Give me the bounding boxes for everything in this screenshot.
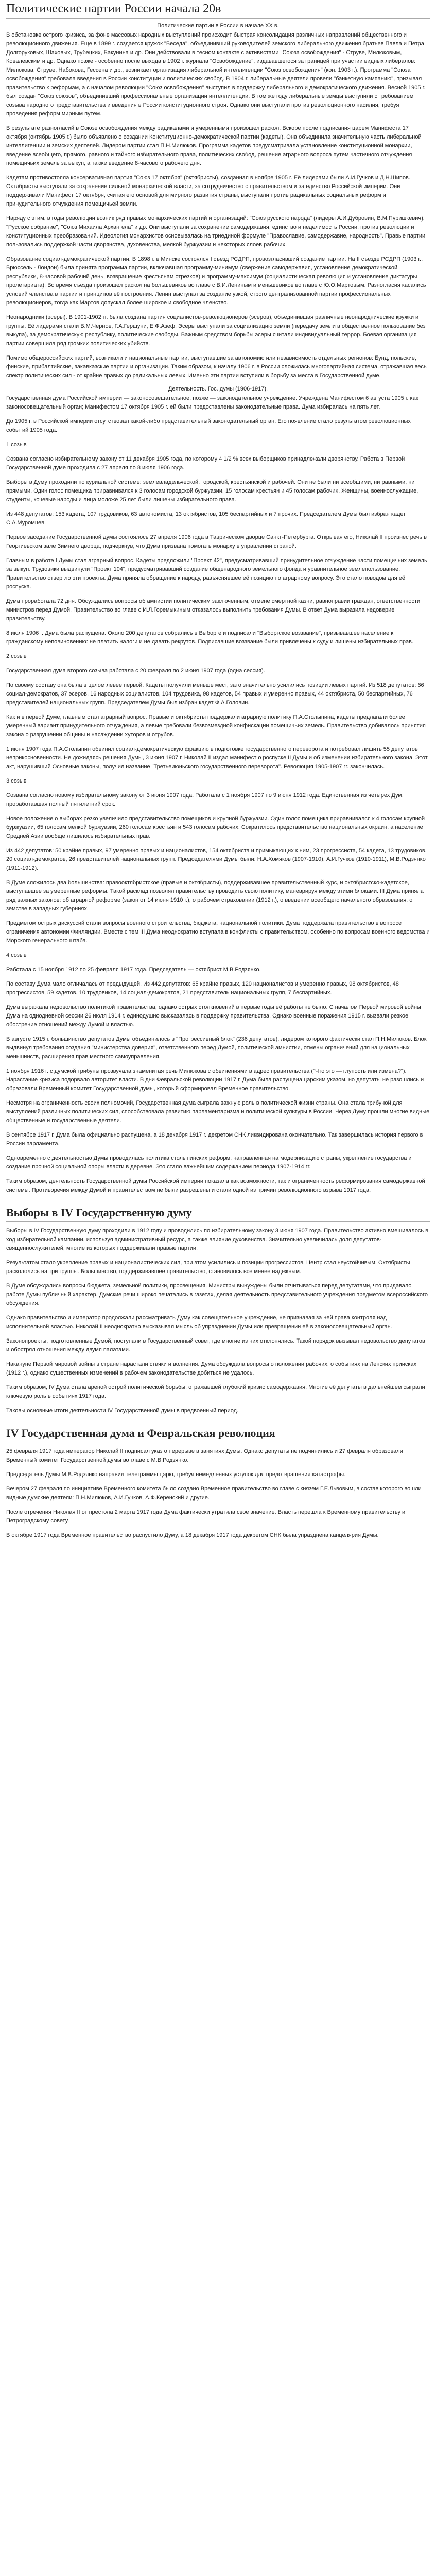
paragraph: В сентябре 1917 г. Дума была официально распущена, а 18 декабря 1917 г. декретом СНК ликвидирована окончательно. Так завершилась история первого в России парламента. (6, 1132, 423, 1147)
part4-body (6, 1447, 430, 1540)
paragraph: Вечером 27 февраля по инициативе Временного комитета было создано Временное правительство во главе с князем Г.Е.Львовым, в состав которого вошли видные думские деятели: П.Н.Милюков, А.И.Гучков, А.Ф.Керенский и другие. (6, 1486, 422, 1501)
subtitle-activity: Деятельность. Гос. думы (1906-1917). (168, 386, 268, 392)
convocation-label: 4 созыв (6, 952, 27, 958)
paragraph: В Думе сложилось два большинства: правооктябристское (правые и октябристы), поддерживавшее правительственный курс, и октябристско-кадетское, выступавшее за умеренные реформы. Такой расклад позволял правительству проводить свою политику, маневрируя между этими блоками. III Дума приняла ряд важных законов: об аграрной реформе (закон от 14 июня 1910 г.), о рабочем страховании (1912 г.), о введении всеобщего начального образования, о земстве в западных губерниях. (6, 879, 424, 912)
paragraph: Новое положение о выборах резко увеличило представительство помещиков и крупной буржуазии. Один голос помещика приравнивался к 4 голосам крупной буржуазии, 65 голосам мелкой буржуазии, 260 голосам крестьян и 543 голосам рабочих. Сократилось представительство национальных окраин, а население Средней Азии вообще лишилось избирательных прав. (6, 816, 425, 839)
convocation-label: 1 созыв (6, 442, 27, 448)
paragraph: В Думе обсуждались вопросы бюджета, земельной политики, просвещения. Министры вынуждены были отчитываться перед депутатами, что придавало работе Думы публичный характер. Думские речи широко печатались в газетах, делая деятельность представительного учреждения предметом всероссийского обсуждения. (6, 1283, 428, 1307)
paragraph: Из 448 депутатов: 153 кадета, 107 трудовиков, 63 автономиста, 13 октябристов, 105 беспартийных и 7 прочих. Председателем Думы был избран кадет С.А.Муромцев. (6, 511, 406, 526)
paragraph: В результате разногласий в Союзе освобождения между радикалами и умеренными произошел раскол. Вскоре после подписания царем Манифеста 17 октября (октябрь 1905 г.) было объявлено о создании Конституционно-демократической партии (кадеты). Она объединила значительную часть либеральной интеллигенции и земских деятелей. Лидером партии стал П.Н.Милюков. Программа кадетов предусматривала установление конституционной монархии, введение всеобщего, прямого, равного и тайного избирательного права, политических свобод, решение аграрного вопроса путем частичного отчуждения помещичьих земель за выкуп, а также введение 8-часового рабочего дня. (6, 125, 422, 166)
paragraph: Выборы в Думу проходили по куриальной системе: землевладельческой, городской, крестьянской и рабочей. Они не были ни всеобщими, ни равными, ни прямыми. Один голос помещика приравнивался к 3 голосам городской буржуазии, 15 голосам крестьян и 45 голосам рабочих. Женщины, военнослужащие, студенты, кочевые народы и лица моложе 25 лет были лишены избирательного права. (6, 479, 418, 503)
paragraph: 1 ноября 1916 г. с думской трибуны прозвучала знаменитая речь Милюкова с обвинениями в адрес правительства ("Что это — глупость или измена?"). Нарастание кризиса подорвало авторитет власти. В дни Февральской революции 1917 г. Дума была распущена царским указом, но депутаты не разошлись и образовали Временный комитет Государственной думы, который сформировал Временное правительство. (6, 1068, 424, 1092)
paragraph: Образование социал-демократической партии. В 1898 г. в Минске состоялся I съезд РСДРП, провозгласивший создание партии. На II съезде РСДРП (1903 г., Брюссель - Лондон) была принята программа партии, включавшая программу-минимум (свержение самодержавия, установление демократической республики, 8-часовой рабочий день, возвращение крестьянам отрезков) и программу-максимум (социалистическая революция и установление диктатуры пролетариата). Во время съезда произошел раскол на большевиков во главе с В.И.Лениным и меньшевиков во главе с Ю.О.Мартовым. Разногласия касались условий членства в партии и принципов её построения. Ленин выступал за создание узкой, строго централизованной партии профессиональных революционеров, тогда как Мартов допускал более широкое и свободное членство. (6, 256, 426, 306)
part2-body (6, 394, 430, 1195)
section-heading-february: IV Государственная дума и Февральская революция (6, 1427, 430, 1442)
subtitle-intro: Политические партии в России в начале XX в. (157, 23, 279, 29)
paragraph: Выборы в IV Государственную думу проходили в 1912 году и проводились по избирательному закону 3 июня 1907 года. Правительство активно вмешивалось в ход избирательной кампании, используя административный ресурс, а также влияние духовенства. Значительно увеличилась доля депутатов-священнослужителей, многие из которых поддерживали правые партии. (6, 1228, 428, 1251)
paragraph: В октябре 1917 года Временное правительство распустило Думу, а 18 декабря 1917 года декретом СНК была упразднена канцелярия Думы. (6, 1532, 379, 1538)
document-page (3, 2, 433, 1540)
paragraph: Председатель Думы М.В.Родзянко направил телеграммы царю, требуя немедленных уступок для предотвращения катастрофы. (6, 1471, 346, 1478)
paragraph: В августе 1915 г. большинство депутатов Думы объединилось в "Прогрессивный блок" (236 депутатов), лидером которого фактически стал П.Н.Милюков. Блок выдвинул требования создания "министерства доверия", ответственного перед Думой, политической амнистии, отмены ограничений для национальных меньшинств, расширения прав местного самоуправления. (6, 1036, 427, 1060)
page-title: Политические партии России начала 20в (6, 2, 430, 19)
paragraph: Результатом стало укрепление правых и националистических сил, при этом усилились и позиции прогрессистов. Центр стал неустойчивым. Октябристы раскололись на три группы. Большинство, поддерживавшее правительство, становилось все менее надежным. (6, 1260, 410, 1275)
paragraph: Таким образом, деятельность Государственной думы Российской империи показала как возможности, так и ограниченность реформирования самодержавной системы. Противоречия между Думой и правительством не были разрешены и стали одной из причин революционного взрыва 1917 года. (6, 1178, 425, 1193)
paragraph: Дума выражала недовольство политикой правительства, однако острых столкновений в первые годы её работы не было. С началом Первой мировой войны Дума на однодневной сессии 26 июля 1914 г. единодушно высказалась в поддержку правительства. Однако военные поражения 1915 г. вызвали резкое обострение отношений между Думой и властью. (6, 1004, 421, 1028)
paragraph: Первое заседание Государственной думы состоялось 27 апреля 1906 года в Таврическом дворце Санкт-Петербурга. Открывая его, Николай II произнес речь в Георгиевском зале Зимнего дворца, подчеркнув, что Дума призвана помогать монарху в управлении страной. (6, 534, 427, 549)
paragraph: До 1905 г. в Российской империи отсутствовал какой-либо представительный законодательный орган. Его появление стало результатом революционных событий 1905 года. (6, 418, 411, 433)
paragraph: По своему составу она была в целом левее первой. Кадеты получили меньше мест, зато значительно усилились позиции левых партий. Из 518 депутатов: 66 социал-демократов, 37 эсеров, 16 народных социалистов, 104 трудовика, 98 кадетов, 54 правых и умеренно правых, 44 октябриста, 50 беспартийных, 76 представителей национальных групп. Председателем Думы был избран кадет Ф.А.Головин. (6, 682, 424, 706)
paragraph: Созвана согласно избирательному закону от 11 декабря 1905 года, по которому 4 1/2 % всех выборщиков принадлежали дворянству. Работа в Первой Государственной думе проходила с 27 апреля по 8 июля 1906 года. (6, 456, 405, 471)
paragraph: По составу Дума мало отличалась от предыдущей. Из 442 депутатов: 65 крайне правых, 120 националистов и умеренно правых, 98 октябристов, 48 прогрессистов, 59 кадетов, 10 трудовиков, 14 социал-демократов, 21 представитель национальных групп, 7 беспартийных. (6, 981, 399, 996)
paragraph: Однако правительство и император продолжали рассматривать Думу как совещательное учреждение, не признавая за ней права контроля над исполнительной властью. Николай II неоднократно высказывал мысль об упразднении Думы или превращении её в законосовещательный орган. (6, 1315, 392, 1330)
paragraph: Из 442 депутатов: 50 крайне правых, 97 умеренно правых и националистов, 154 октябриста и примыкающих к ним, 23 прогрессиста, 54 кадета, 13 трудовиков, 20 социал-демократов, 26 представителей национальных групп. Председателями Думы были: Н.А.Хомяков (1907-1910), А.И.Гучков (1910-1911), М.В.Родзянко (1911-1912). (6, 848, 427, 871)
paragraph: Главным в работе I Думы стал аграрный вопрос. Кадеты предложили "Проект 42", предусматривавший принудительное отчуждение части помещичьих земель за выкуп. Трудовики выдвинули "Проект 104", предусматривавший создание общенародного земельного фонда и уравнительное землепользование. Правительство отвергло эти проекты. Дума приняла обращение к народу, разъяснявшее её позицию по аграрному вопросу. Это стало поводом для её роспуска. (6, 557, 427, 590)
paragraph: Накануне Первой мировой войны в стране нарастали стачки и волнения. Дума обсуждала вопросы о положении рабочих, о событиях на Ленских приисках (1912 г.), однако существенных изменений в рабочем законодательстве добиться не удалось. (6, 1361, 417, 1376)
part3-body (6, 1227, 430, 1415)
paragraph: Одновременно с деятельностью Думы проводилась политика столыпинских реформ, направленная на модернизацию страны, укрепление государства и создание прочной социальной опоры власти в деревне. Это стало важнейшим содержанием периода 1907-1914 гг. (6, 1155, 412, 1170)
paragraph: После отречения Николая II от престола 2 марта 1917 года Дума фактически утратила своё значение. Власть перешла к Временному правительству и Петроградскому совету. (6, 1509, 406, 1524)
convocation-label: 3 созыв (6, 778, 27, 784)
paragraph: Работала с 15 ноября 1912 по 25 февраля 1917 года. Председатель — октябрист М.В.Родзянко. (6, 967, 261, 973)
paragraph: Законопроекты, подготовленные Думой, поступали в Государственный совет, где многие из них отклонялись. Такой порядок вызывал недовольство депутатов и обострял отношения между двумя палатами. (6, 1338, 425, 1353)
paragraph: Таковы основные итоги деятельности IV Государственной думы в предвоенный период. (6, 1408, 239, 1414)
paragraph: Как и в первой Думе, главным стал аграрный вопрос. Правые и октябристы поддержали аграрную политику П.А.Столыпина, кадеты предлагали более умеренный вариант принудительного отчуждения, а левые требовали безвозмездной конфискации помещичьих земель. Правительство добивалось принятия закона о разрушении общины и насаждении хуторов и отрубов. (6, 714, 426, 738)
paragraph: Несмотря на ограниченность своих полномочий, Государственная дума сыграла важную роль в политической жизни страны. Она стала трибуной для выступлений различных политических сил, способствовала развитию парламентаризма и политической культуры в России. Через Думу прошли многие видные общественные и государственные деятели. (6, 1100, 430, 1124)
paragraph: Созвана согласно новому избирательному закону от 3 июня 1907 года. Работала с 1 ноября 1907 по 9 июня 1912 года. Единственная из четырех Дум, проработавшая полный пятилетний срок. (6, 792, 404, 807)
paragraph: Таким образом, IV Дума стала ареной острой политической борьбы, отражавшей глубокий кризис самодержавия. Многие её депутаты в дальнейшем сыграли ключевую роль в событиях 1917 года. (6, 1384, 425, 1399)
paragraph: Дума проработала 72 дня. Обсуждались вопросы об амнистии политическим заключенным, отмене смертной казни, равноправии граждан, ответственности министров перед Думой. Правительство во главе с И.Л.Горемыкиным отказалось выполнить требования Думы. В ответ Дума выразила недоверие правительству. (6, 598, 421, 622)
paragraph: 25 февраля 1917 года император Николай II подписал указ о перерыве в занятиях Думы. Однако депутаты не подчинились и 27 февраля образовали Временный комитет Государственной думы во главе с М.В.Родзянко. (6, 1448, 403, 1463)
section-heading-elections: Выборы в IV Государственную думу (6, 1206, 430, 1222)
paragraph: Государственная дума Российской империи — законосовещательное, позже — законодательное учреждение. Учреждена Манифестом 6 августа 1905 г. как законосовещательный орган; Манифестом 17 октября 1905 г. ей были предоставлены законодательные права. Дума избиралась на пять лет. (6, 395, 418, 410)
paragraph: 1 июня 1907 года П.А.Столыпин обвинил социал-демократическую фракцию в подготовке государственного переворота и потребовал лишить 55 депутатов неприкосновенности. Не дожидаясь решения Думы, 3 июня 1907 г. Николай II издал манифест о роспуске II Думы и об изменении избирательного закона. Этот акт, нарушивший Основные законы, получил название "Третьеиюньского государственного переворота". Революция 1905-1907 гг. закончилась. (6, 746, 428, 770)
paragraph: Предметом острых дискуссий стали вопросы военного строительства, бюджета, национальной политики. Дума поддержала правительство в вопросе ограничения автономии Финляндии. Вместе с тем III Дума неоднократно вступала в конфликты с правительством, особенно по вопросам военного ведомства и Морского генерального штаба. (6, 920, 430, 944)
paragraph: Кадетам противостояла консервативная партия "Союз 17 октября" (октябристы), созданная в ноябре 1905 г. Её лидерами были А.И.Гучков и Д.Н.Шипов. Октябристы выступали за сохранение сильной монархической власти, за сотрудничество с правительством и за единство Российской империи. Они поддерживали Манифест 17 октября, считая его основой для мирного развития страны, выступали против радикальных социальных реформ и принудительного отчуждения помещичьей земли. (6, 175, 410, 207)
part1-body (6, 31, 430, 380)
paragraph: 8 июля 1906 г. Дума была распущена. Около 200 депутатов собрались в Выборге и подписали "Выборгское воззвание", призывавшее население к гражданскому неповиновению: не платить налоги и не давать рекрутов. Подписавшие воззвание были привлечены к суду и лишены избирательных прав. (6, 630, 414, 645)
convocation-label: 2 созыв (6, 653, 27, 659)
paragraph: Неонародники (эсеры). В 1901-1902 гг. была создана партия социалистов-революционеров (эсеров), объединившая различные неонароднические кружки и группы. Её лидерами стали В.М.Чернов, Г.А.Гершуни, Е.Ф.Азеф. Эсеры выступали за социализацию земли (передачу земли в общественное пользование без выкупа), за демократическую республику, политические свободы. Важным средством борьбы эсеры считали индивидуальный террор. Боевая организация партии совершила ряд громких политических убийств. (6, 314, 426, 347)
paragraph: Государственная дума второго созыва работала с 20 февраля по 2 июня 1907 года (одна сессия). (6, 668, 265, 674)
paragraph: Помимо общероссийских партий, возникали и национальные партии, выступавшие за автономию или независимость отдельных регионов: Бунд, польские, финские, прибалтийские, закавказские партии и организации. Таким образом, к началу 1906 г. в России сложилась многопартийная система, отражавшая весь спектр политических сил - от крайне правых до радикальных левых. Именно эти партии вступили в борьбу за места в Государственной думе. (6, 355, 427, 379)
paragraph: В обстановке острого кризиса, за фоне массовых народных выступлений происходит быстрая консолидация различных направлений общественного и революционного движения. Еще в 1899 г. создается кружок "Беседа", объединивший руководителей земского либерального движения братьев Павла и Петра Долгоруковых, Шаховых, Трубецких, Бакунина и др. Они действовали в тесном контакте с активистами "Союза освобождения" - Струве, Милюковым, Ковалевским и др. Однако позже - особенно после выхода в 1902 г. журнала "Освобождение", издававшегося за границей при участии видных либералов: Милюкова, Струве, Набокова, Гессена и др., возникает организация либеральной интеллигенции "Союз освобождения" (кон. 1903 г.). Программа "Союза освобождения" требовала введения в России конституции и политических свобод. В 1904 г. либеральные деятели провели "банкетную кампанию", призывая правительство к реформам, а с началом революции "Союз освобождения" выступил в поддержку либерального и демократического движения. Весной 1905 г. был создан "Союз союзов", объединивший профессиональные организации интеллигенции. В том же году либеральные земцы выступили с требованием созыва народного представительства и введения в России конституционного строя. Однако они выступали против революционного насилия, требуя проведения реформ мирным путем. (6, 32, 426, 117)
paragraph: Наряду с этим, в годы революции возник ряд правых монархических партий и организаций: "Союз русского народа" (лидеры А.И.Дубровин, В.М.Пуришкевич), "Русское собрание", "Союз Михаила Архангела" и др. Они выступали за сохранение самодержавия, единство и неделимость России, против революции и конституционных преобразований. Идеология монархистов основывалась на триединой формуле "Православие, самодержавие, народность". Правые партии пользовались поддержкой части дворянства, духовенства, мелкой буржуазии и некоторых слоев рабочих. (6, 215, 426, 248)
